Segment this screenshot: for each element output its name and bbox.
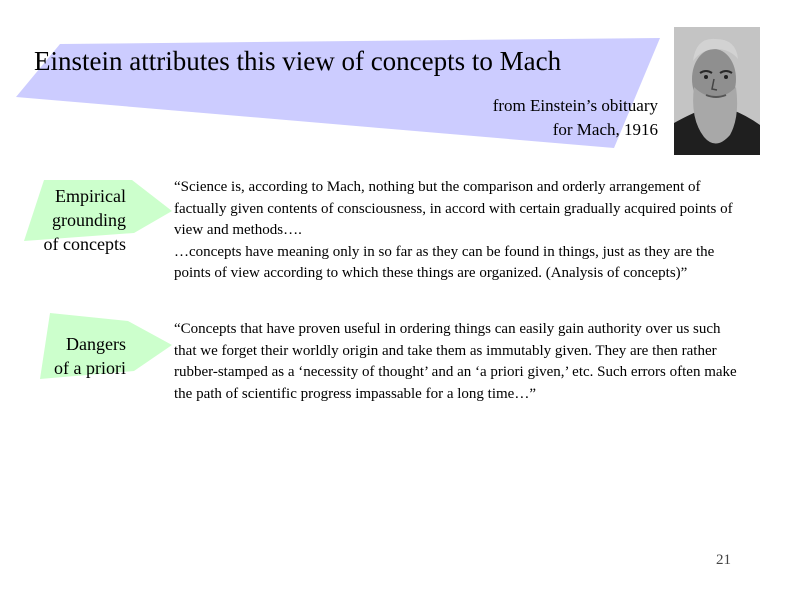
page-number: 21	[716, 552, 731, 568]
section-label-empirical	[44, 184, 126, 256]
section-label-line: Empirical	[55, 186, 126, 206]
section-label-line: of a priori	[54, 358, 126, 378]
section-label-line: grounding	[52, 210, 126, 230]
quote-empirical	[174, 177, 744, 285]
quote-paragraph: “Concepts that have proven useful in ordering things can easily gain authority over us such that we forget their worldly origin and take them as immutably given. They are then rather rubber-stamped as a ‘necessity of thought’ and an ‘a priori given,’ etc. Such errors often make the path of scientific progress impassable for a long time…”	[174, 321, 737, 402]
portrait-photo-icon	[674, 27, 760, 155]
quote-paragraph: …concepts have meaning only in so far as they can be found in things, just as they are the points of view according to which these things are organized. (Analysis of concepts)”	[174, 243, 715, 281]
section-label-line: Dangers	[66, 334, 126, 354]
slide-title: Einstein attributes this view of concepts to Mach	[34, 46, 562, 76]
section-label-line: of concepts	[43, 234, 126, 254]
quote-dangers	[174, 319, 744, 405]
source-citation	[493, 94, 658, 142]
source-line-1: from Einstein’s obituary	[492, 96, 658, 115]
quote-paragraph: “Science is, according to Mach, nothing but the comparison and orderly arrangement of factually given contents of consciousness, in accord with certain gradually acquired points of view and methods….	[174, 179, 733, 238]
source-line-2: for Mach, 1916	[552, 120, 658, 139]
section-label-dangers	[54, 332, 126, 380]
